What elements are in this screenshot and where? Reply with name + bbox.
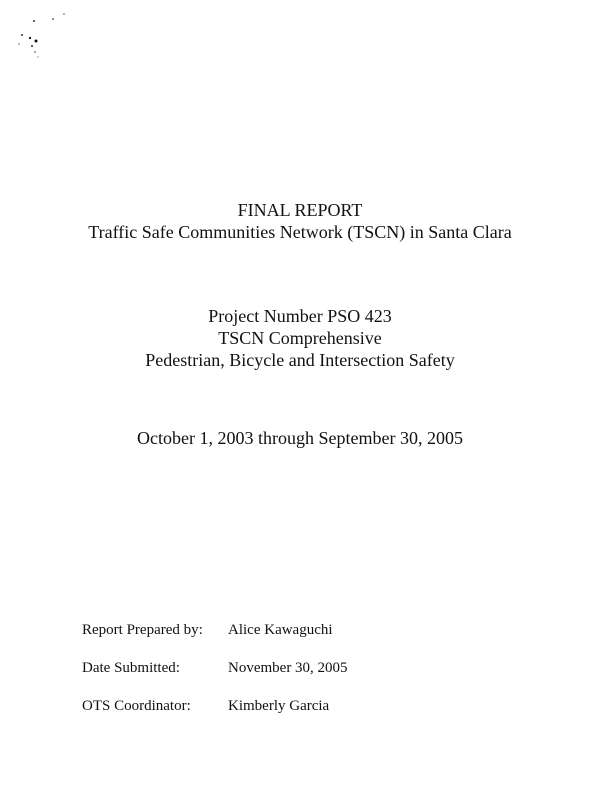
detail-row-ots-coordinator bbox=[82, 698, 348, 736]
detail-label: Report Prepared by: bbox=[82, 622, 203, 638]
period-block bbox=[0, 427, 600, 449]
detail-label: OTS Coordinator: bbox=[82, 698, 191, 714]
detail-value: Alice Kawaguchi bbox=[228, 622, 333, 638]
project-block bbox=[0, 305, 600, 371]
title-block bbox=[0, 199, 600, 243]
report-period: October 1, 2003 through September 30, 2005 bbox=[137, 428, 463, 448]
project-number: Project Number PSO 423 bbox=[208, 306, 392, 326]
project-focus: Pedestrian, Bicycle and Intersection Safety bbox=[145, 350, 455, 370]
detail-row-date-submitted bbox=[82, 660, 348, 698]
project-name: TSCN Comprehensive bbox=[218, 328, 382, 348]
report-details bbox=[82, 622, 348, 736]
detail-row-prepared-by bbox=[82, 622, 348, 660]
detail-value: November 30, 2005 bbox=[228, 660, 348, 676]
scan-specks bbox=[10, 8, 80, 68]
detail-label: Date Submitted: bbox=[82, 660, 180, 676]
report-title: Traffic Safe Communities Network (TSCN) in Santa Clara bbox=[88, 222, 512, 242]
detail-value: Kimberly Garcia bbox=[228, 698, 330, 714]
report-type: FINAL REPORT bbox=[237, 200, 363, 220]
